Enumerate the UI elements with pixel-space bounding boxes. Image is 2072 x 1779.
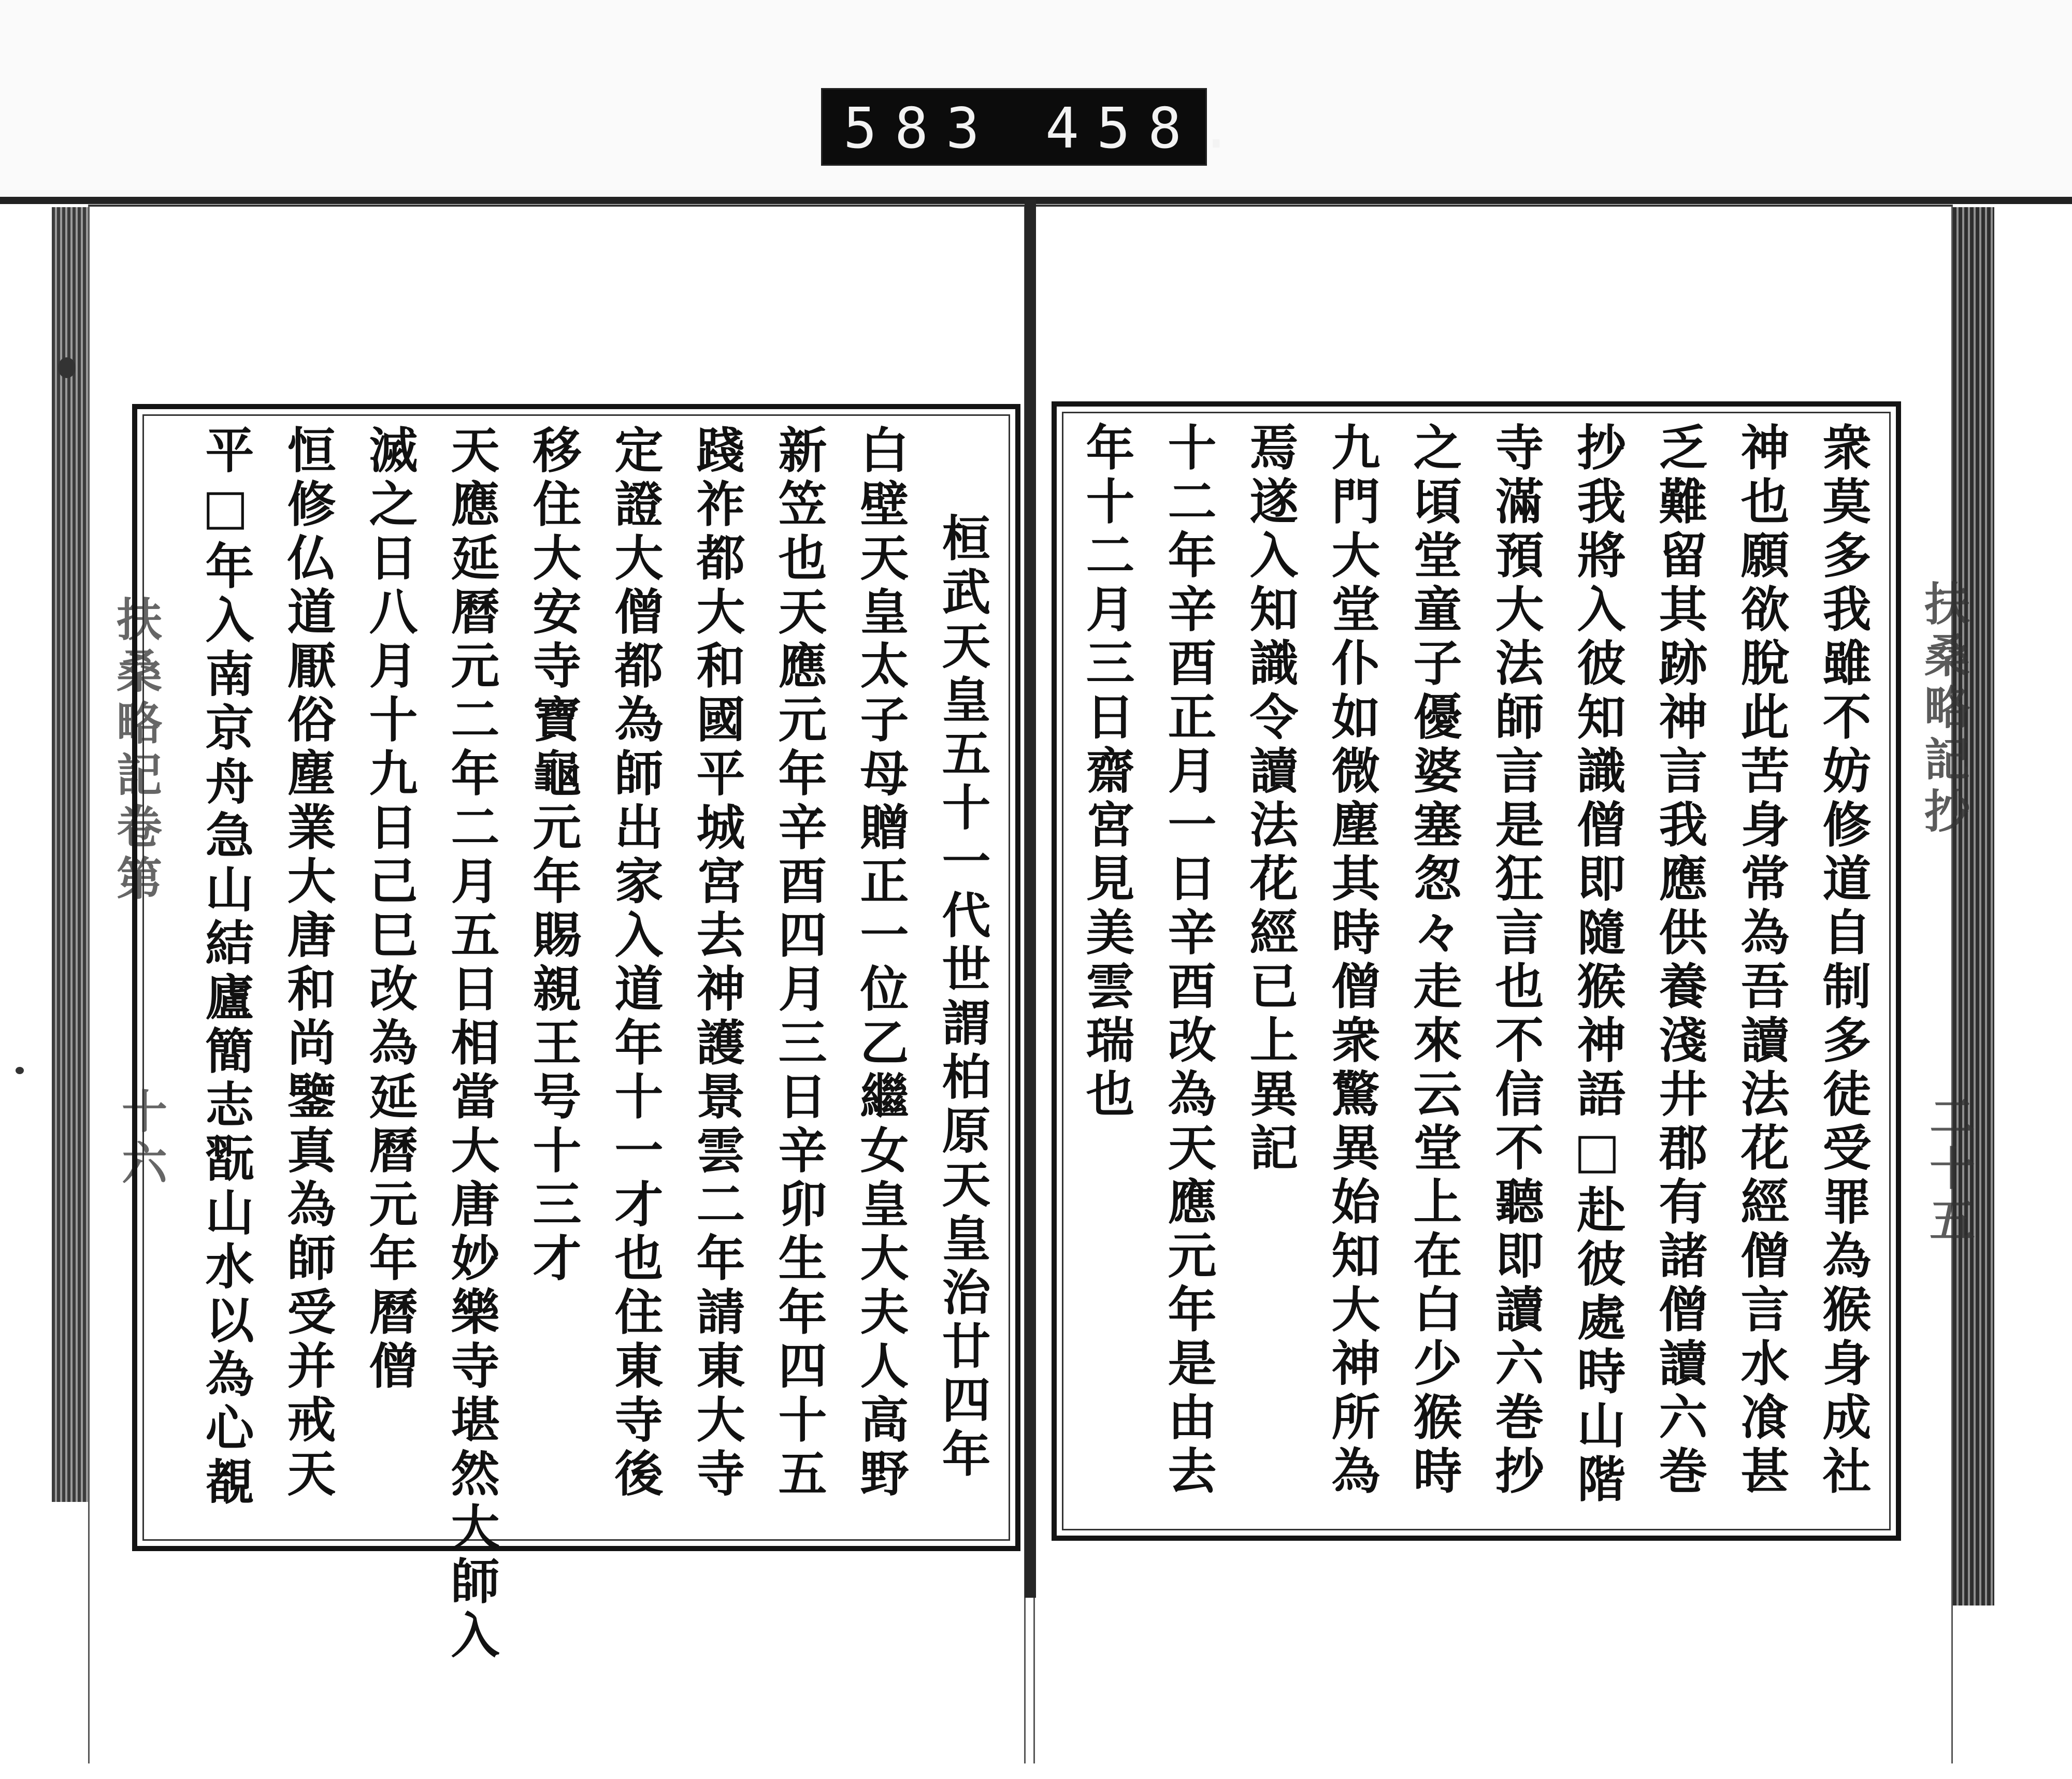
text-column: 九門大堂仆如微塵其時僧衆驚異始知大神所為 [1323, 422, 1380, 1499]
right-text-columns [1069, 422, 1883, 1525]
text-column: 焉遂入知識令讀法花經已上異記 [1241, 422, 1298, 1176]
text-column [921, 425, 1003, 1536]
text-column: 白壁天皇太子母贈正一位乙繼女皇大夫人高野 [852, 425, 909, 1502]
text-column: 衆莫多我雖不妨修道自制多徒受罪為猴身成社 [1814, 422, 1871, 1499]
column-text: 桓武天皇五十一代世謂柏原天皇治廿四年 [933, 513, 990, 1482]
catalog-number-label [821, 88, 1251, 166]
left-margin-title: 扶桑略記卷第 [109, 596, 163, 906]
text-column: 滅之日八月十九日己巳改為延曆元年曆僧 [361, 425, 418, 1394]
text-column: 新笠也天應元年辛酉四月三日辛卯生年四十五 [770, 425, 827, 1502]
catalog-number-left: 583 [843, 96, 998, 161]
right-margin-title: 扶桑略記抄 [1917, 580, 1971, 839]
text-column: 十二年辛酉正月一日辛酉改為天應元年是由去 [1159, 422, 1216, 1499]
text-column: 乏難留其跡神言我應供養淺井郡有諸僧讀六巻 [1650, 422, 1707, 1499]
text-column: 年十二月三日齋宮見美雲瑞也 [1077, 422, 1134, 1122]
scan-smudge [58, 357, 76, 378]
text-column: 抄我將入彼知識僧即隨猴神語□赴彼處時山階 [1569, 422, 1625, 1508]
left-text-columns [150, 425, 1003, 1664]
scan-smudge [16, 1067, 24, 1074]
left-page-stack [52, 207, 88, 1502]
text-column: 恒修仏道厭俗塵業大唐和尚鑒真為師受并戒天 [279, 425, 336, 1502]
right-margin-page-number: 二十五 [1922, 1093, 1976, 1248]
book-top-edge [0, 197, 2072, 204]
text-column: 踐祚都大和國平城宮去神護景雲二年請東大寺 [688, 425, 745, 1502]
text-column: 神也願欲脫此苦身常為吾讀法花經僧言水飡甚 [1732, 422, 1789, 1499]
catalog-number-right: 458. [1045, 96, 1251, 161]
book-spine [1025, 199, 1036, 1598]
text-column: 移住大安寺寶龜元年賜親王号十三才 [524, 425, 581, 1286]
left-margin-page-number: 十六 [114, 1088, 168, 1191]
text-column: 之頃堂童子優婆塞怱々走來云堂上在白少猴時 [1405, 422, 1462, 1499]
text-column: 平□年入南京舟急山結廬簡志翫山水以為心覩 [197, 425, 254, 1510]
text-column: 天應延曆元二年二月五日相當大唐妙樂寺堪然大師入 [442, 425, 499, 1664]
left-text-frame [132, 404, 1020, 1664]
text-column: 定證大僧都為師出家入道年十一才也住東寺後 [606, 425, 663, 1502]
right-text-frame [1052, 401, 1901, 1541]
text-column: 寺滿預大法師言是狂言也不信不聽即讀六巻抄 [1487, 422, 1544, 1499]
right-page-stack [1953, 207, 1994, 1606]
